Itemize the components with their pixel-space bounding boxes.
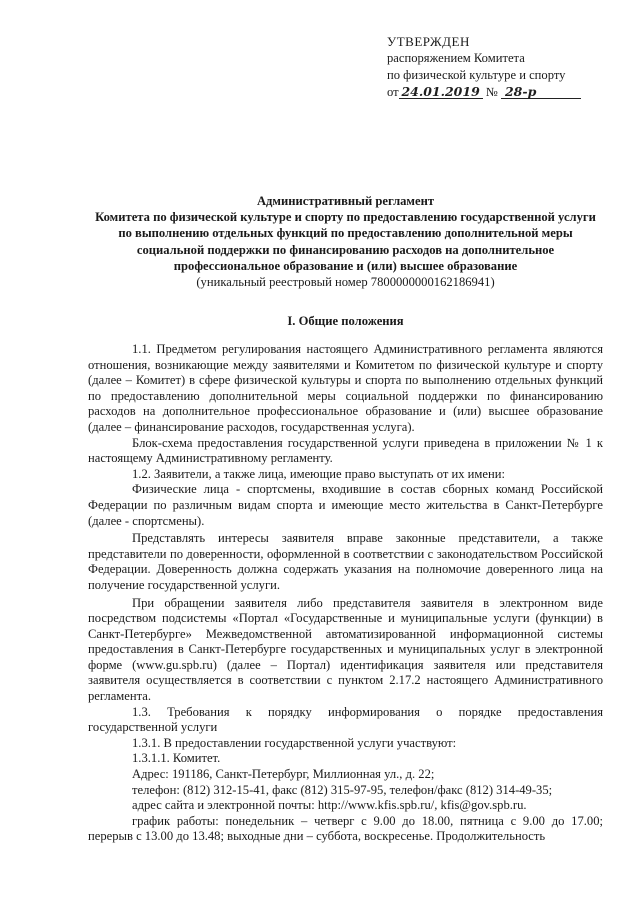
date-prefix: от xyxy=(387,85,399,99)
number-label: № xyxy=(485,85,498,99)
approval-title: УТВЕРЖДЕН xyxy=(387,34,470,49)
handwritten-number: 28-р xyxy=(501,85,581,99)
heading-title: Административный регламент xyxy=(256,194,435,208)
paragraph-1-1: 1.1. Предметом регулирования настоящего Административного регламента являются отношения, возникающие между заявителями и Комитетом по физической культуре и спорту (далее – Комитет) в сфере физической культуры и спорта по выполнению отдельных функций по предоставлению дополнительной меры социальной поддержки по финансированию расходов на дополнительное профессиональное образование и (или) высшее образование (далее – финансирование расходов, государственная услуга). xyxy=(88,342,603,434)
paragraph-portal: При обращении заявителя либо представителя заявителя в электронном виде посредством подсистемы «Портал «Государственные и муниципальные услуги (функции) в Санкт-Петербурге» Межведомственной автоматизированной информационной системы предоставления в Санкт-Петербурге государственных и муниципальных услуг в электронной форме (www.gu.spb.ru) (далее – Портал) идентификация заявителя или представителя заявителя осуществляется в соответствии с пунктом 2.17.2 настоящего Административного регламента. xyxy=(88,595,603,704)
document-body xyxy=(88,342,603,845)
paragraph-applicants: Физические лица - спортсмены, входившие в состав сборных команд Российской Федерации по различным видам спорта и имеющие место жительства в Санкт-Петербурге (далее - спортсмены). xyxy=(88,482,603,528)
approval-line-1: распоряжением Комитета xyxy=(387,51,525,65)
approval-stamp xyxy=(387,33,602,101)
paragraph-1-3-1-1: 1.3.1.1. Комитет. xyxy=(132,751,221,766)
paragraph-website: адрес сайта и электронной почты: http://www.kfis.spb.ru/, kfis@gov.spb.ru. xyxy=(132,798,527,813)
registry-number: (уникальный реестровый номер 7800000000162186941) xyxy=(196,275,495,290)
paragraph-block-scheme: Блок-схема предоставления государственной услуги приведена в приложении № 1 к настоящему Административному регламенту. xyxy=(88,435,603,466)
heading-body: Комитета по физической культуре и спорту по предоставлению государственной услуги по выполнению отдельных функций по предоставлению дополнительной меры социальной поддержки по финансированию расходов на дополнительное профессиональное образование и (или) высшее образование xyxy=(95,210,596,273)
approval-date-number-line xyxy=(387,84,602,101)
paragraph-schedule: график работы: понедельник – четверг с 9.00 до 18.00, пятница с 9.00 до 17.00; перерыв с 13.00 до 13.48; выходные дни – суббота, воскресенье. Продолжительность xyxy=(88,813,603,844)
paragraph-phone: телефон: (812) 312-15-41, факс (812) 315-97-95, телефон/факс (812) 314-49-35; xyxy=(132,782,553,797)
paragraph-1-3-1: 1.3.1. В предоставлении государственной услуги участвуют: xyxy=(132,735,457,750)
section-title: I. Общие положения xyxy=(287,314,404,328)
paragraph-1-3: 1.3. Требования к порядку информирования о порядке предоставления государственной услуги xyxy=(88,704,603,735)
document-heading xyxy=(88,193,603,290)
approval-line-2: по физической культуре и спорту xyxy=(387,68,566,82)
paragraph-address: Адрес: 191186, Санкт-Петербург, Миллионная ул., д. 22; xyxy=(132,767,435,782)
paragraph-1-2: 1.2. Заявители, а также лица, имеющие право выступать от их имени: xyxy=(132,466,505,481)
handwritten-date: 24.01.2019 xyxy=(399,85,483,99)
paragraph-representatives: Представлять интересы заявителя вправе законные представители, а также представители по доверенности, оформленной в соответствии с законодательством Российской Федерации. Доверенность должна содержать указания на полномочие доверенного лица на получение государственной услуги. xyxy=(88,531,603,592)
